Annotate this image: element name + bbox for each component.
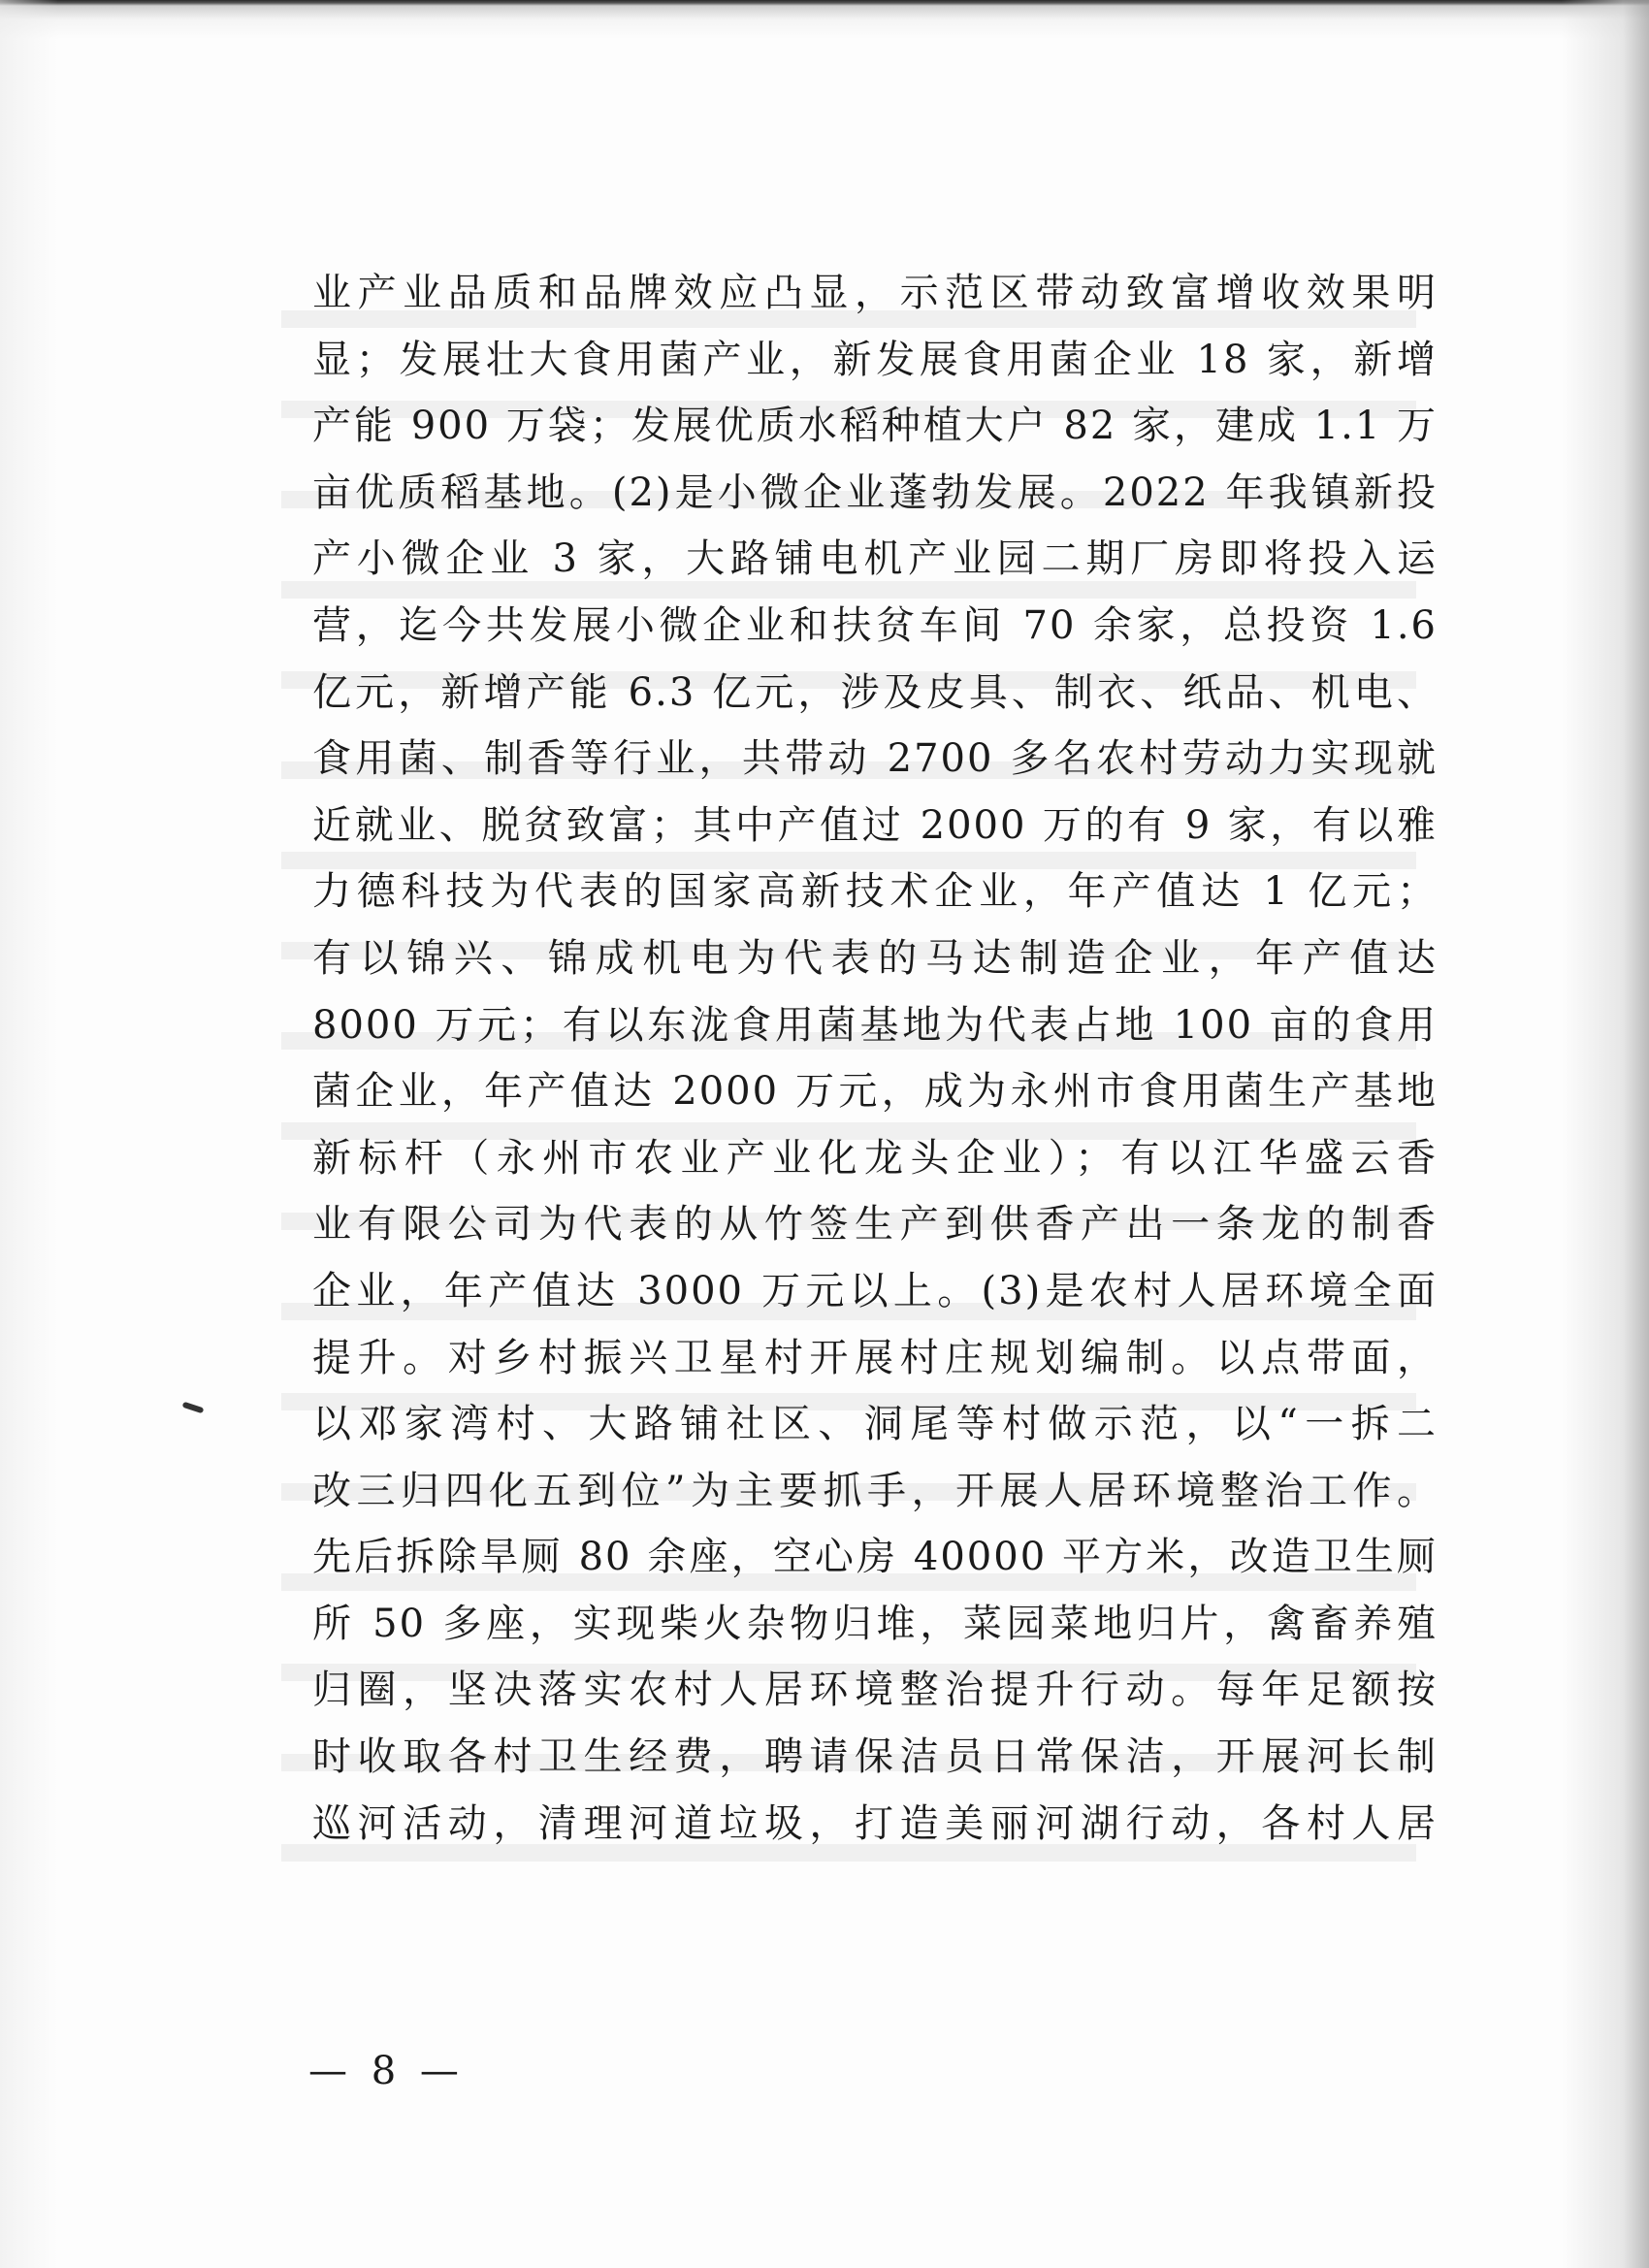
text-line: 先后拆除旱厕 80 余座，空心房 40000 平方米，改造卫生厕 [312,1535,1438,1580]
text-line: 营，迄今共发展小微企业和扶贫车间 70 余家，总投资 1.6 [312,602,1438,648]
text-line: 业有限公司为代表的从竹签生产到供香产出一条龙的制香 [312,1202,1438,1247]
text-line: 亿元，新增产能 6.3 亿元，涉及皮具、制衣、纸品、机电、 [312,669,1438,715]
text-line: 新标杆（永州市农业产业化龙头企业）；有以江华盛云香 [312,1135,1438,1181]
text-line: 归圈，坚决落实农村人居环境整治提升行动。每年足额按 [312,1668,1438,1713]
page-number: — 8 — [308,2049,465,2093]
scan-right-shadow [1562,0,1649,2268]
scan-speck [182,1402,205,1414]
text-line: 食用菌、制香等行业，共带动 2700 多名农村劳动力实现就 [312,736,1438,782]
text-line: 企业，年产值达 3000 万元以上。(3)是农村人居环境全面 [312,1268,1438,1313]
text-line: 力德科技为代表的国家高新技术企业，年产值达 1 亿元； [312,869,1438,915]
text-line: 改三归四化五到位”为主要抓手，开展人居环境整治工作。 [312,1468,1438,1513]
text-line: 产能 900 万袋；发展优质水稻种植大户 82 家，建成 1.1 万 [312,404,1438,449]
text-line: 产小微企业 3 家，大路铺电机产业园二期厂房即将投入运 [312,536,1438,582]
text-line: 亩优质稻基地。(2)是小微企业蓬勃发展。2022 年我镇新投 [312,470,1438,515]
text-line: 业产业品质和品牌效应凸显，示范区带动致富增收效果明 [312,271,1438,315]
text-line: 8000 万元；有以东泷食用菌基地为代表占地 100 亩的食用 [312,1002,1438,1048]
text-line: 有以锦兴、锦成机电为代表的马达制造企业，年产值达 [312,935,1438,981]
text-line: 巡河活动，清理河道垃圾，打造美丽河湖行动，各村人居 [312,1800,1438,1846]
text-line: 显；发展壮大食用菌产业，新发展食用菌企业 18 家，新增 [312,337,1438,382]
text-line: 所 50 多座，实现柴火杂物归堆，菜园菜地归片，禽畜养殖 [312,1601,1438,1646]
text-line: 菌企业，年产值达 2000 万元，成为永州市食用菌生产基地 [312,1069,1438,1115]
text-line: 以邓家湾村、大路铺社区、洞尾等村做示范，以“一拆二 [312,1402,1438,1447]
text-line: 时收取各村卫生经费，聘请保洁员日常保洁，开展河长制 [312,1734,1438,1780]
scan-left-edge [0,0,58,2268]
text-line: 近就业、脱贫致富；其中产值过 2000 万的有 9 家，有以雅 [312,802,1438,848]
text-line: 提升。对乡村振兴卫星村开展村庄规划编制。以点带面， [312,1335,1438,1380]
scan-top-edge [0,0,1649,39]
body-paragraph [312,260,1438,1857]
